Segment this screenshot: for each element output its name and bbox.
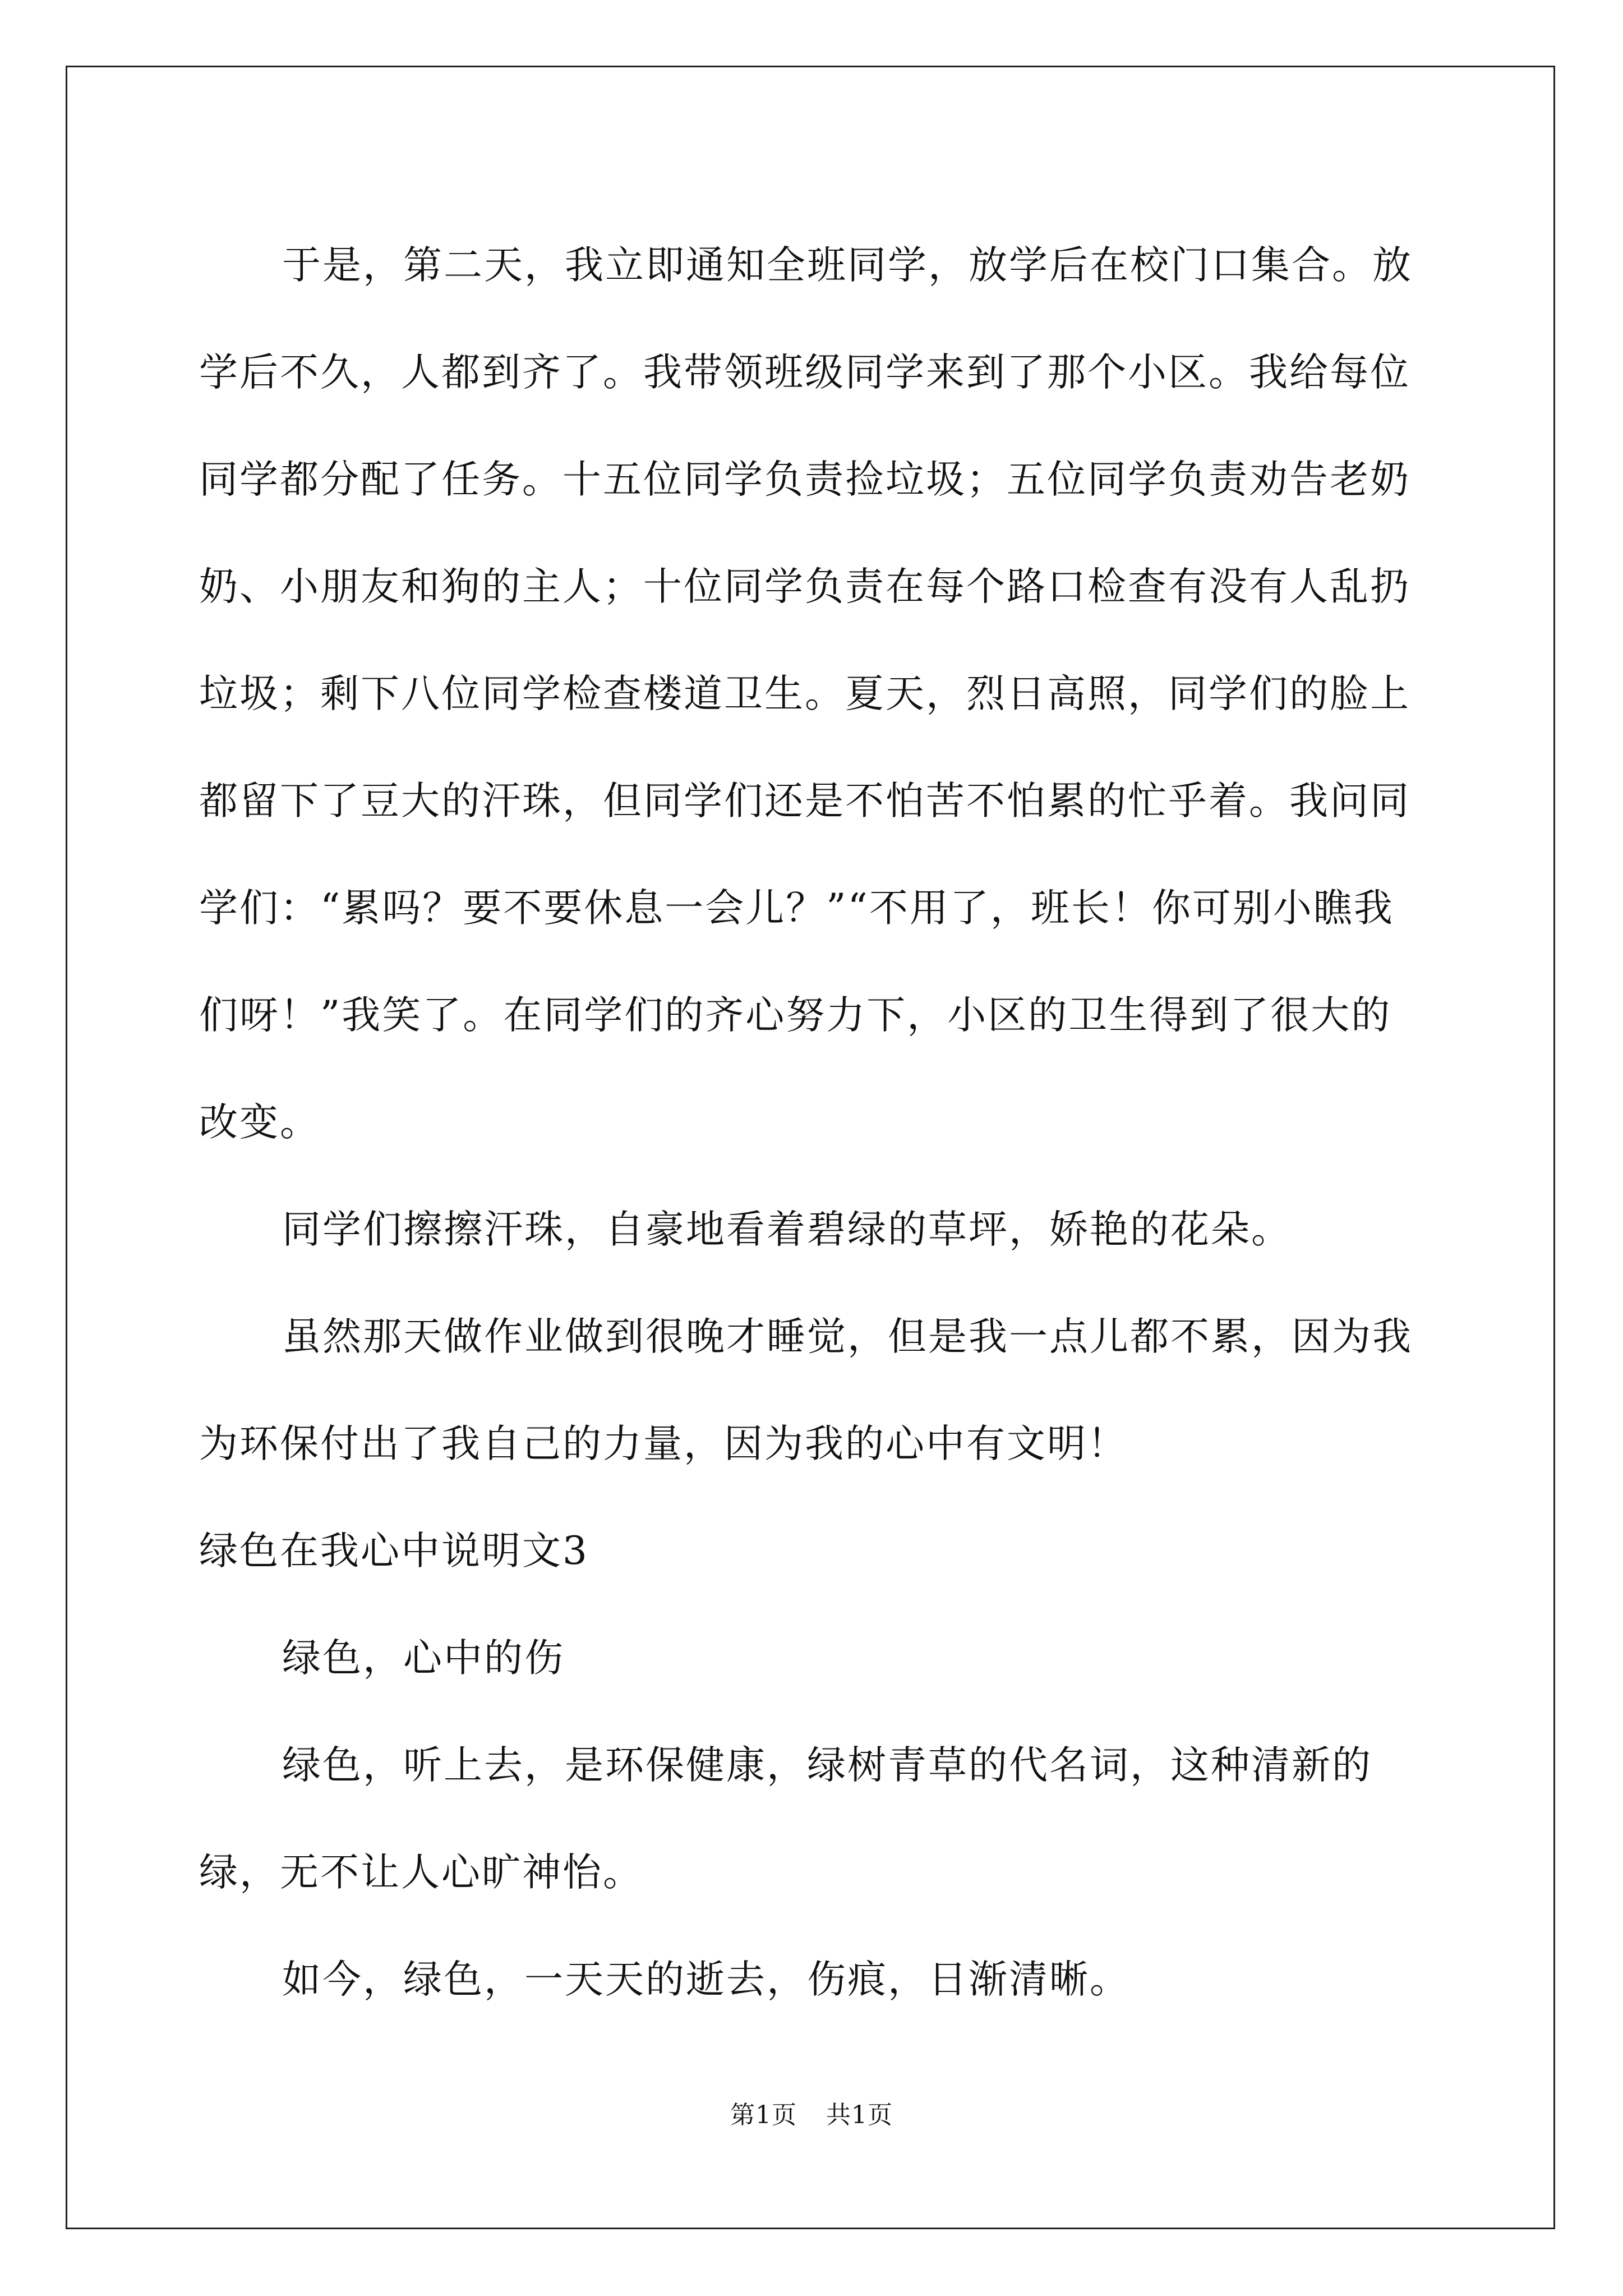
- section-paragraph-2: 如今，绿色，一天天的逝去，伤痕，日渐清晰。: [282, 1957, 1130, 2002]
- page-total: 共1页: [826, 2101, 893, 2129]
- page-number: 第1页: [730, 2101, 797, 2129]
- paragraph-2: 同学们擦擦汗珠，自豪地看着碧绿的草坪，娇艳的花朵。: [282, 1207, 1292, 1252]
- paragraph-3: 虽然那天做作业做到很晚才睡觉，但是我一点儿都不累，因为我为环保付出了我自己的力量，因为我的心中有文明！: [199, 1314, 1413, 1466]
- section-paragraph-1: 绿色，听上去，是环保健康，绿树青草的代名词，这种清新的绿，无不让人心旷神怡。: [199, 1743, 1372, 1895]
- page-footer: [0, 2095, 1623, 2131]
- document-body: [199, 212, 1430, 2033]
- paragraph-1: 于是，第二天，我立即通知全班同学，放学后在校门口集合。放学后不久，人都到齐了。我带领班级同学来到了那个小区。我给每位同学都分配了任务。十五位同学负责捡垃圾；五位同学负责劝告老奶奶、小朋友和狗的主人；十位同学负责在每个路口检查有没有人乱扔垃圾；剩下八位同学检查楼道卫生。夏天，烈日高照，同学们的脸上都留下了豆大的汗珠，但同学们还是不怕苦不怕累的忙乎着。我问同学们：“累吗？要不要休息一会儿？”“不用了，班长！你可别小瞧我们呀！”我笑了。在同学们的齐心努力下，小区的卫生得到了很大的改变。: [199, 243, 1413, 1145]
- section-subtitle: 绿色，心中的伤: [282, 1636, 565, 1681]
- section-title: 绿色在我心中说明文3: [199, 1529, 589, 1573]
